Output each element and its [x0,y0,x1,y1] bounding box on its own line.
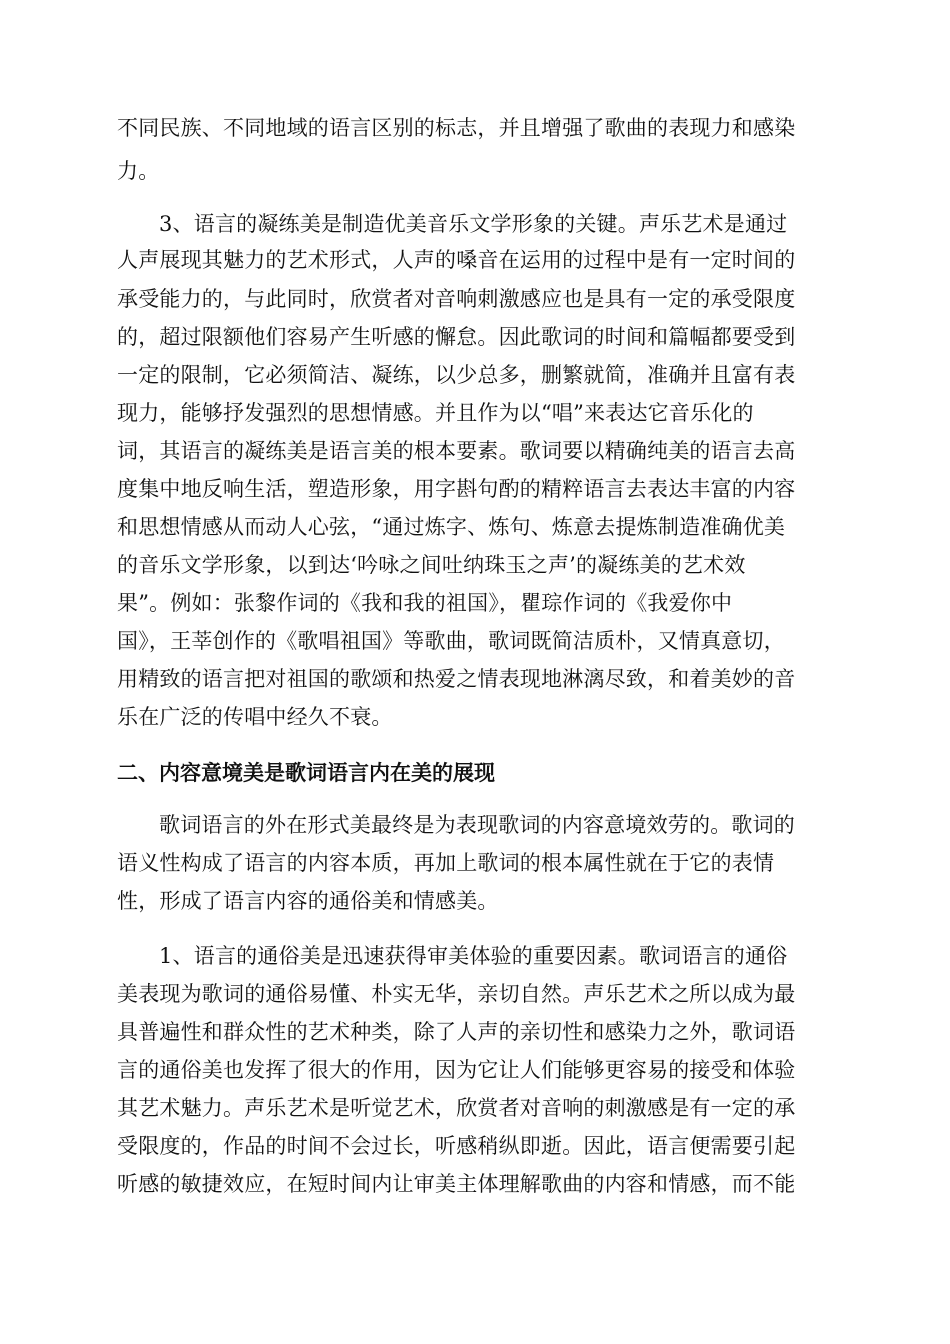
text-line: 听感的敏捷效应，在短时间内让审美主体理解歌曲的内容和情感，而不能 [117,1172,796,1196]
text-line: 词，其语言的凝练美是语言美的根本要素。歌词要以精确纯美的语言去高 [117,439,796,463]
text-line: 现力，能够抒发强烈的思想情感。并且作为以“唱”来表达它音乐化的 [117,401,754,425]
text-line: 歌词语言的外在形式美最终是为表现歌词的内容意境效劳的。歌词的 [159,813,795,837]
text-line: 言的通俗美也发挥了很大的作用，因为它让人们能够更容易的接受和体验 [117,1058,796,1082]
section-heading: 二、内容意境美是歌词语言内在美的展现 [117,761,495,785]
text-line: 力。 [117,159,160,183]
text-line: 性，形成了语言内容的通俗美和情感美。 [117,889,499,913]
text-line: 不同民族、不同地域的语言区别的标志，并且增强了歌曲的表现力和感染 [117,116,796,140]
text-line: 用精致的语言把对祖国的歌颂和热爱之情表现地淋漓尽致，和着美妙的音 [117,667,796,691]
text-line: 一定的限制，它必须简洁、凝练，以少总多，删繁就简，准确并且富有表 [117,363,796,387]
text-line: 和思想情感从而动人心弦，“通过炼字、炼句、炼意去提炼制造准确优美 [117,515,786,539]
text-line: 果”。例如：张黎作词的《我和我的祖国》，瞿琮作词的《我爱你中 [117,591,733,615]
text-line: 国》，王莘创作的《歌唱祖国》等歌曲，歌词既简洁质朴，又情真意切， [117,629,785,653]
text-line: 乐在广泛的传唱中经久不衰。 [117,705,393,729]
text-line: 具普遍性和群众性的艺术种类，除了人声的亲切性和感染力之外，歌词语 [117,1020,796,1044]
text-line: 受限度的，作品的时间不会过长，听感稍纵即逝。因此，语言便需要引起 [117,1134,796,1158]
text-line: 语义性构成了语言的内容本质，再加上歌词的根本属性就在于它的表情 [117,851,775,875]
text-line: 度集中地反响生活，塑造形象，用字斟句酌的精粹语言去表达丰富的内容 [117,477,796,501]
text-line: 人声展现其魅力的艺术形式，人声的嗓音在运用的过程中是有一定时间的 [117,248,796,272]
text-line: 美表现为歌词的通俗易懂、朴实无华，亲切自然。声乐艺术之所以成为最 [117,982,796,1006]
text-line: 的，超过限额他们容易产生听感的懈怠。因此歌词的时间和篇幅都要受到 [117,325,796,349]
text-line: 的音乐文学形象，以到达‘吟咏之间吐纳珠玉之声’的凝练美的艺术效 [117,553,746,577]
text-line: 1、语言的通俗美是迅速获得审美体验的重要因素。歌词语言的通俗 [159,944,788,968]
text-line: 3、语言的凝练美是制造优美音乐文学形象的关键。声乐艺术是通过 [159,212,788,236]
text-line: 承受能力的，与此同时，欣赏者对音响刺激感应也是具有一定的承受限度 [117,287,796,311]
text-line: 其艺术魅力。声乐艺术是听觉艺术，欣赏者对音响的刺激感是有一定的承 [117,1096,796,1120]
